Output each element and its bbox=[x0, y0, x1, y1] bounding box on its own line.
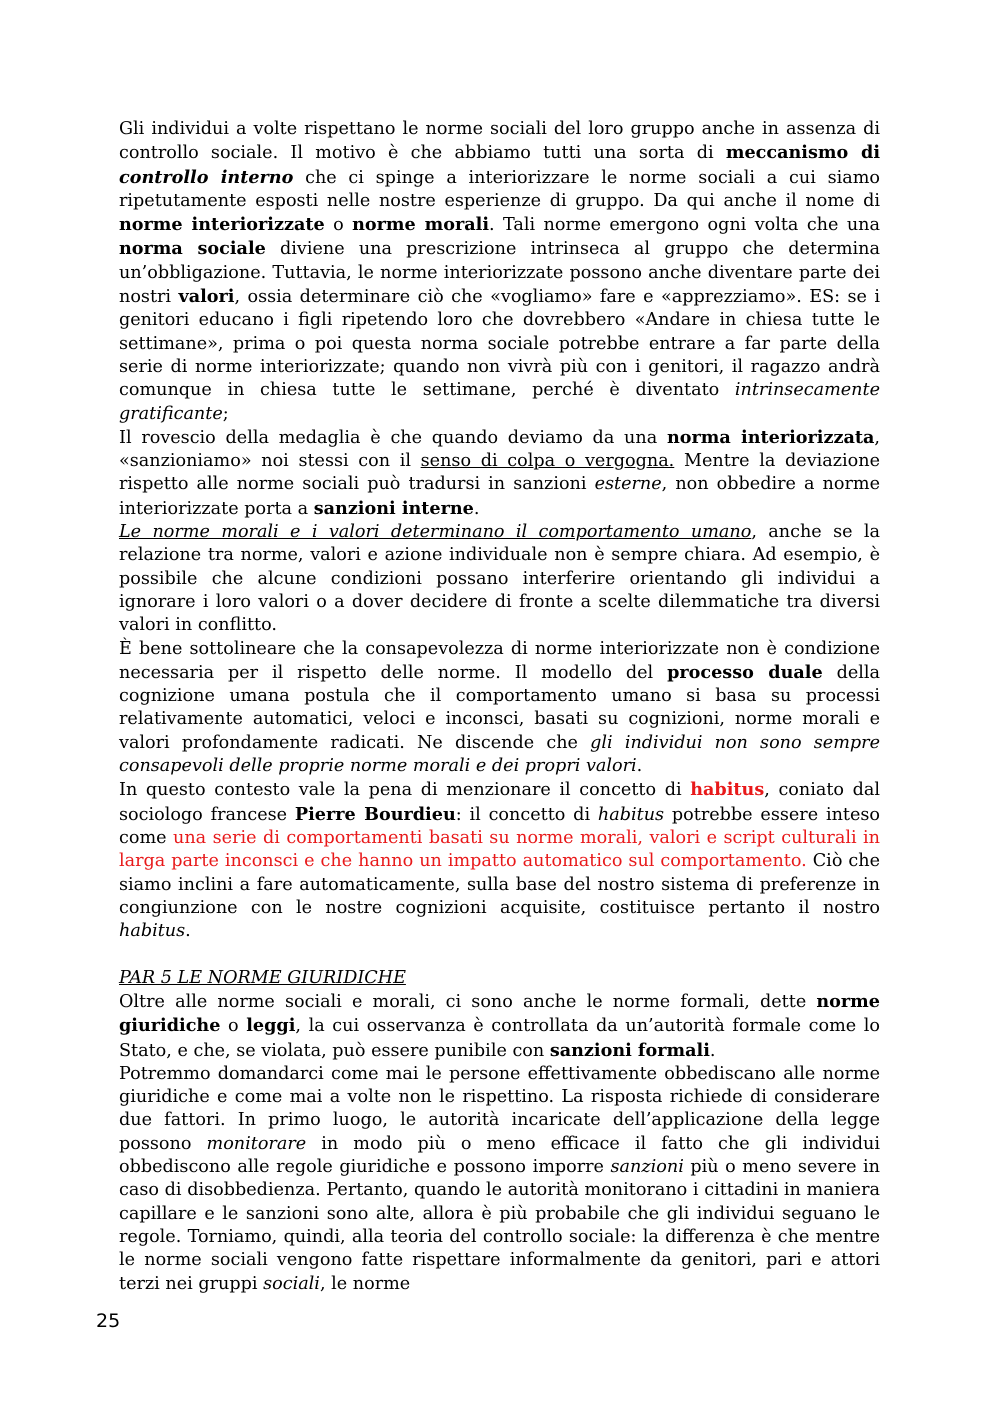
paragraph-moral-norms: Le norme morali e i valori determinano il comportamento umano, anche se la relazione tra norme, valori e azione individuale non è sempre chiara. Ad esempio, è possibile che alcune condizioni possano interferire orientando gli individui a ignorare i loro valori o a dover decidere di fronte a scelte dilemmatiche tra diversi valori in conflitto. bbox=[119, 522, 880, 636]
paragraph-internal-control: Gli individui a volte rispettano le norme sociali del loro gruppo anche in assenza di controllo sociale. Il motivo è che abbiamo tutti una sorta di meccanismo di controllo interno che ci spinge a interiorizzare le norme sociali a cui siamo ripetutamente esposti nelle nostre esperienze di gruppo. Da qui anche il nome di norme interiorizzate o norme morali. Tali norme emergono ogni volta che una norma sociale diviene una prescrizione intrinseca al gruppo che determina un’obbligazione. Tuttavia, le norme interiorizzate possono anche diventare parte dei nostri valori, ossia determinare ciò che «vogliamo» fare e «apprezziamo». ES: se i genitori educano i figli ripetendo loro che dovrebbero «Andare in chiesa tutte le settimane», prima o poi questa norma sociale potrebbe entrare a far parte della serie di norme interiorizzate; quando non vivrà più con i genitori, il ragazzo andrà comunque in chiesa tutte le settimane, perché è diventato intrinsecamente gratificante; bbox=[119, 119, 880, 424]
document-body bbox=[119, 118, 880, 1296]
page-number: 25 bbox=[96, 1310, 121, 1332]
paragraph-obedience: Potremmo domandarci come mai le persone effettivamente obbediscano alle norme giuridiche e come mai a volte non le rispettino. La risposta richiede di considerare due fattori. In primo luogo, le autorità incaricate dell’applicazione della legge possono monitorare in modo più o meno efficace il fatto che gli individui obbediscono alle regole giuridiche e possono imporre sanzioni più o meno severe in caso di disobbedienza. Pertanto, quando le autorità monitorano i cittadini in maniera capillare e le sanzioni sono alte, allora è più probabile che gli individui seguano le regole. Torniamo, quindi, alla teoria del controllo sociale: la differenza è che mentre le norme sociali vengono fatte rispettare informalmente da genitori, pari e attori terzi nei gruppi sociali, le norme bbox=[119, 1063, 880, 1294]
paragraph-habitus: In questo contesto vale la pena di menzionare il concetto di habitus, coniato dal sociologo francese Pierre Bourdieu: il concetto di habitus potrebbe essere inteso come una serie di comportamenti basati su norme morali, valori e script culturali in larga parte inconsci e che hanno un impatto automatico sul comportamento. Ciò che siamo inclini a fare automaticamente, sulla base del nostro sistema di preferenze in congiunzione con le nostre cognizioni acquisite, costituisce pertanto il nostro habitus. bbox=[119, 779, 881, 942]
paragraph-legal-norms: Oltre alle norme sociali e morali, ci sono anche le norme formali, dette norme giuridiche o leggi, la cui osservanza è controllata da un’autorità formale come lo Stato, e che, se violata, può essere punibile con sanzioni formali. bbox=[119, 990, 881, 1061]
section-heading: PAR 5 LE NORME GIURIDICHE bbox=[119, 967, 406, 988]
paragraph-internal-sanctions: Il rovescio della medaglia è che quando deviamo da una norma interiorizzata, «sanzioniamo» noi stessi con il senso di colpa o vergogna. Mentre la deviazione rispetto alle norme sociali può tradursi in sanzioni esterne, non obbedire a norme interiorizzate porta a sanzioni interne. bbox=[119, 426, 880, 519]
blank-line bbox=[119, 943, 880, 966]
paragraph-dual-process: È bene sottolineare che la consapevolezza di norme interiorizzate non è condizione necessaria per il rispetto delle norme. Il modello del processo duale della cognizione umana postula che il comportamento umano si basa su processi relativamente automatici, veloci e inconsci, basati su cognizioni, norme morali e valori profondamente radicati. Ne discende che gli individui non sono sempre consapevoli delle proprie norme morali e dei propri valori. bbox=[119, 638, 880, 777]
